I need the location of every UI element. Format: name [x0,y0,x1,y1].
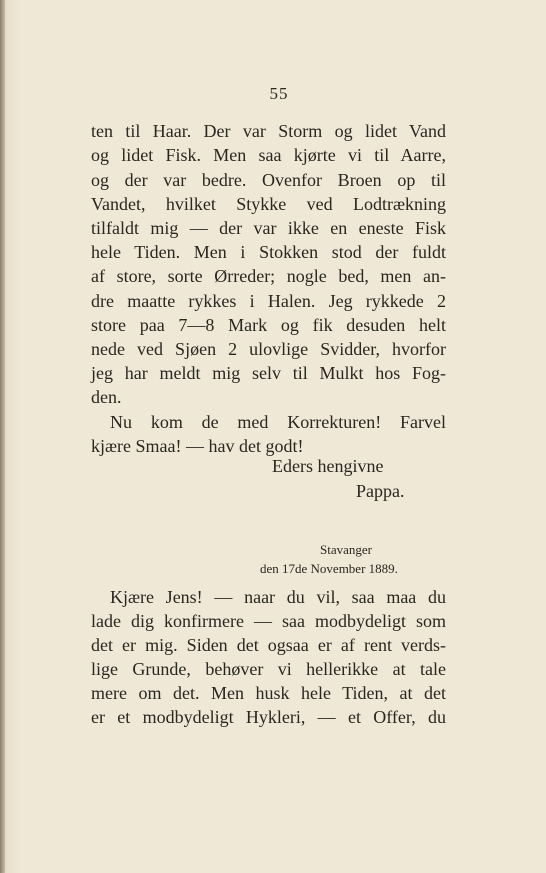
letter1-signature: Pappa. [356,481,405,501]
letter1-line-3: og der var bedre. Ovenfor Broen op til [91,170,446,190]
letter1-line-9: store paa 7—8 Mark og fik desuden helt [91,315,446,335]
letter1-line-1: ten til Haar. Der var Storm og lidet Vand [91,121,446,141]
letter1-line-2: og lidet Fisk. Men saa kjørte vi til Aarre, [91,145,446,165]
letter1-line-4: Vandet, hvilket Stykke ved Lodtrækning [91,194,446,214]
letter2-date: den 17de November 1889. [260,561,398,576]
page-spine-edge [0,0,5,873]
letter1-line-12: den. [91,387,122,407]
letter2-line-1: Kjære Jens! — naar du vil, saa maa du [110,587,446,607]
letter2-line-2: lade dig konfirmere — saa modbydeligt som [91,611,446,631]
letter2-line-6: er et modbydeligt Hykleri, — et Offer, du [91,707,446,727]
letter1-line-5: tilfaldt mig — der var ikke en eneste Fisk [91,218,446,238]
letter1-line-7: af store, sorte Ørreder; nogle bed, men an- [91,266,446,286]
letter2-place: Stavanger [320,542,372,557]
letter2-line-5: mere om det. Men husk hele Tiden, at det [91,683,446,703]
letter1-line-14: kjære Smaa! — hav det godt! [91,436,304,456]
letter1-closing: Eders hengivne [272,456,384,476]
page-number: 55 [269,84,289,103]
letter1-line-6: hele Tiden. Men i Stokken stod der fuldt [91,242,446,262]
letter1-line-8: dre maatte rykkes i Halen. Jeg rykkede 2 [91,291,446,311]
letter1-line-11: jeg har meldt mig selv til Mulkt hos Fog- [91,363,446,383]
letter1-line-13: Nu kom de med Korrekturen! Farvel [110,412,446,432]
letter1-line-10: nede ved Sjøen 2 ulovlige Svidder, hvorfor [91,339,446,359]
letter2-line-3: det er mig. Siden det ogsaa er af rent verds- [91,635,446,655]
letter2-line-4: lige Grunde, behøver vi hellerikke at tale [91,659,446,679]
